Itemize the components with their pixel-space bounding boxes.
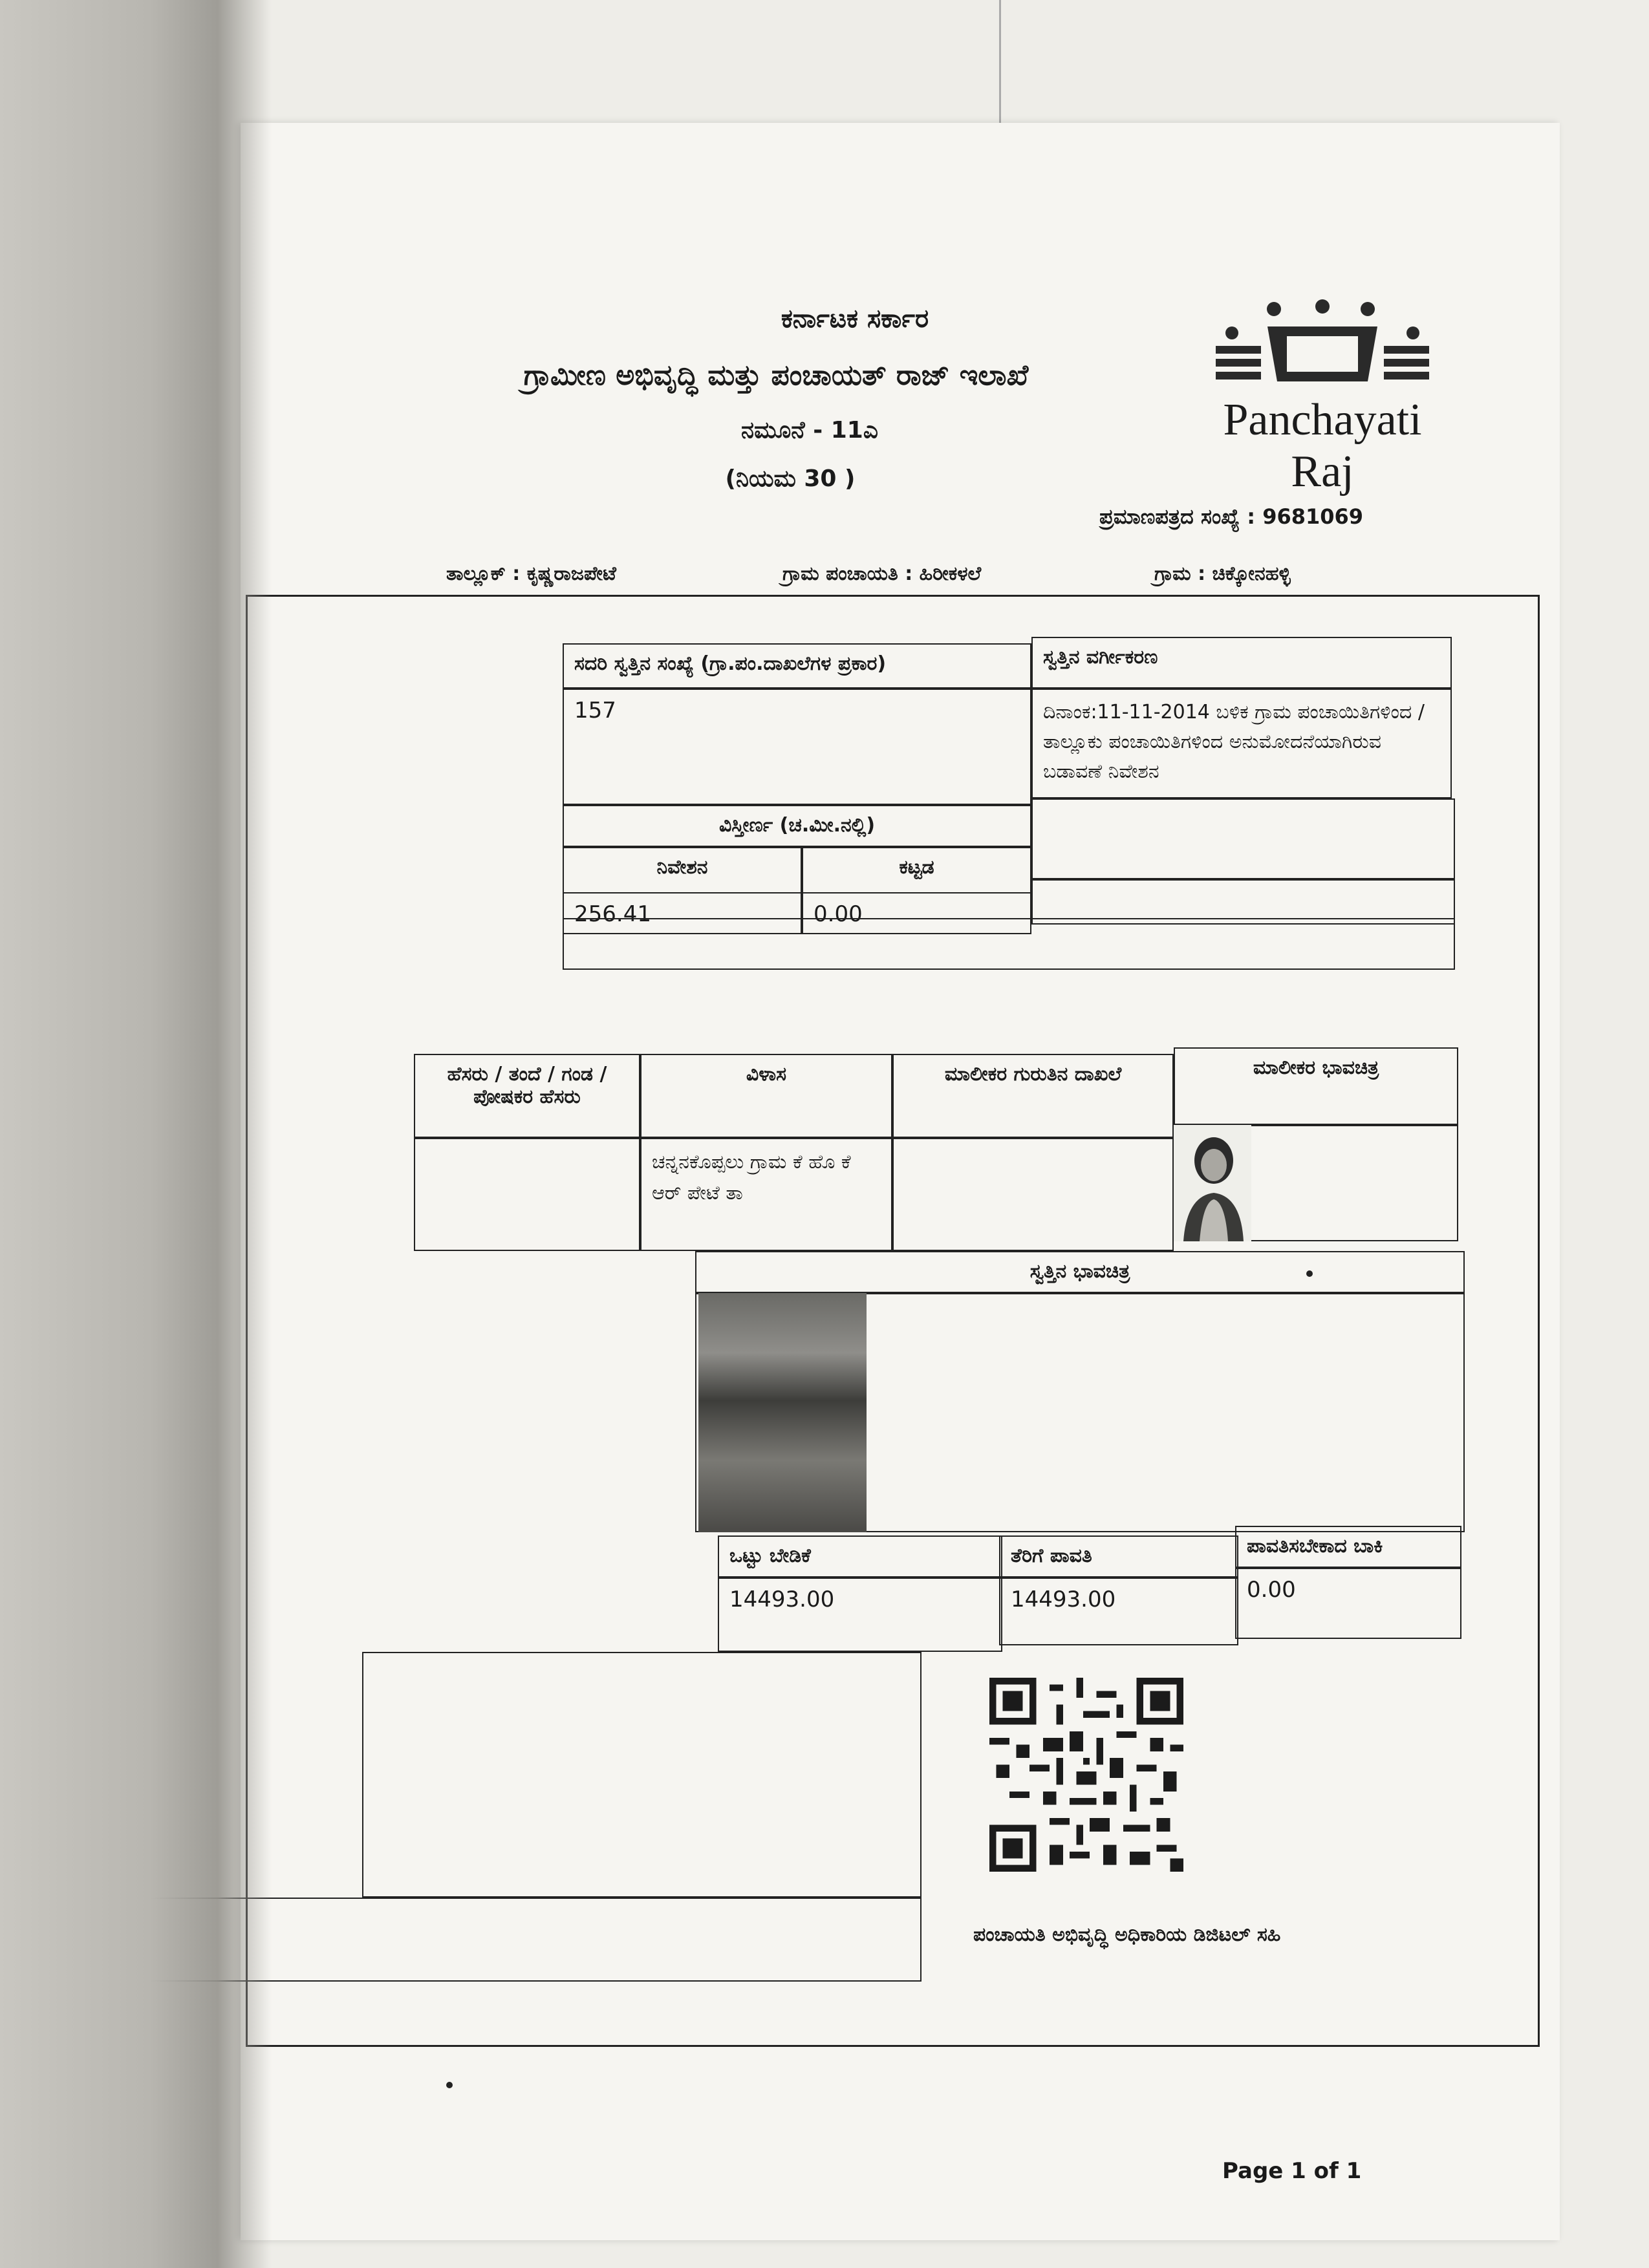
area-label: ವಿಸ್ತೀರ್ಣ (ಚ.ಮೀ.ನಲ್ಲಿ): [563, 805, 1031, 847]
classification-label: ಸ್ವತ್ತಿನ ವರ್ಗೀಕರಣ: [1031, 637, 1452, 689]
property-number-value: 157: [563, 689, 1031, 805]
issue-details-box: [362, 1652, 921, 1898]
background-edge: [999, 0, 1001, 129]
empty-cell: [1031, 798, 1455, 879]
empty-row: [563, 918, 1455, 970]
owner-photo-label: ಮಾಲೀಕರ ಭಾವಚಿತ್ರ: [1174, 1047, 1458, 1125]
total-demand-value: 14493.00: [718, 1578, 1002, 1652]
owner-address-label: ವಿಳಾಸ: [640, 1054, 892, 1138]
balance-value: 0.00: [1235, 1568, 1461, 1639]
total-demand-label: ಒಟ್ಟು ಬೇಡಿಕೆ: [718, 1535, 1002, 1578]
property-number-label: ಸದರಿ ಸ್ವತ್ತಿನ ಸಂಖ್ಯೆ (ಗ್ರಾ.ಪಂ.ದಾಖಲೆಗಳ ಪ್ರಕಾರ): [563, 643, 1031, 689]
classification-value: ದಿನಾಂಕ:11-11-2014 ಬಳಿಕ ಗ್ರಾಮ ಪಂಚಾಯಿತಿಗಳಿಂದ /ತಾಲ್ಲೂಕು ಪಂಚಾಯಿತಿಗಳಿಂದ ಅನುಮೋದನೆಯಾಗಿರುವ ಬಡಾವಣೆ ನಿವೇಶನ: [1031, 689, 1452, 798]
building-label: ಕಟ್ಟಡ: [802, 847, 1031, 892]
tax-paid-label: ತೆರಿಗೆ ಪಾವತಿ: [999, 1535, 1238, 1578]
building-area-value: 0.00: [802, 892, 1031, 934]
tax-paid-value: 14493.00: [999, 1578, 1238, 1645]
certificate-number: ಪ್ರಮಾಣಪತ್ರದ ಸಂಖ್ಯೆ : 9681069: [1099, 504, 1364, 529]
taluk: ತಾಲ್ಲೂಕ್ : ಕೃಷ್ಣರಾಜಪೇಟೆ: [446, 562, 616, 585]
balance-label: ಪಾವತಿಸಬೇಕಾದ ಬಾಕಿ: [1235, 1526, 1461, 1568]
owner-address-value: ಚನ್ನನಕೊಪ್ಪಲು ಗ್ರಾಮ ಕೆ ಹೊ ಕೆ ಆರ್ ಪೇಟೆ ತಾ: [640, 1138, 892, 1251]
site-label: ನಿವೇಶನ: [563, 847, 802, 892]
owner-id-value: [892, 1138, 1174, 1251]
form-number: ನಮೂನೆ - 11ಎ: [741, 417, 878, 444]
panchayati-raj-logo-icon: [1203, 297, 1442, 394]
property-photo: [698, 1293, 867, 1532]
qr-code-icon: [989, 1678, 1183, 1872]
blurred-left-edge: [0, 0, 272, 2268]
owner-photo-icon: [1174, 1125, 1251, 1241]
owner-name-cell: [414, 1138, 640, 1251]
logo-text: Panchayati Raj: [1223, 395, 1422, 497]
owner-name-label: ಹೆಸರು / ತಂದೆ / ಗಂಡ / ಪೋಷಕರ ಹೆಸರು: [414, 1054, 640, 1138]
ink-spot: [1306, 1270, 1313, 1277]
owner-id-label: ಮಾಲೀಕರ ಗುರುತಿನ ದಾಖಲೆ: [892, 1054, 1174, 1138]
gram-panchayat: ಗ್ರಾಮ ಪಂಚಾಯತಿ : ಹಿರೀಕಳಲೆ: [782, 562, 982, 585]
page-number: Page 1 of 1: [1222, 2158, 1362, 2184]
govt-title: ಕರ್ನಾಟಕ ಸರ್ಕಾರ: [781, 304, 929, 334]
department-title: ಗ್ರಾಮೀಣ ಅಭಿವೃದ್ಧಿ ಮತ್ತು ಪಂಚಾಯತ್ ರಾಜ್ ಇಲಾಖೆ: [523, 359, 1029, 392]
site-area-value: 256.41: [563, 892, 802, 934]
digital-signature-label: ಪಂಚಾಯತಿ ಅಭಿವೃದ್ಧಿ ಅಧಿಕಾರಿಯ ಡಿಜಿಟಲ್ ಸಹಿ: [973, 1923, 1281, 1946]
rule-number: (ನಿಯಮ 30 ): [725, 465, 856, 492]
village: ಗ್ರಾಮ : ಚಿಕ್ಕೋನಹಳ್ಳಿ: [1154, 562, 1291, 585]
ink-spot: [446, 2082, 453, 2088]
property-photo-label: ಸ್ವತ್ತಿನ ಭಾವಚಿತ್ರ: [695, 1251, 1465, 1293]
